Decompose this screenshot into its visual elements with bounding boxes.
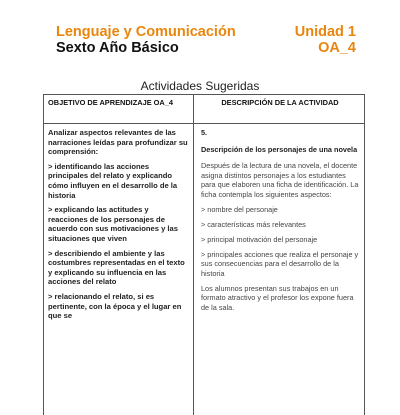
objective-cell [48,128,190,326]
grade-title: Sexto Año Básico [56,40,179,56]
section-title: Actividades Sugeridas [140,79,260,93]
header-divider [44,123,365,124]
activity-cell [201,128,361,318]
activity-item: > características más relevantes [201,219,306,229]
objective-item: > relacionando el relato, si es pertinente, con la época y el lugar en que se [48,291,182,321]
activity-number: 5. [201,128,208,137]
activity-title: Descripción de los personajes de una novela [201,144,358,154]
activity-closing: Los alumnos presentan sus trabajos en un formato atractivo y el profesor los expone fuera de la sala. [201,283,354,312]
objective-item: > identificando las acciones principales del relato y explicando cómo influyen en el desarrollo de la historia [48,161,178,200]
activity-intro: Después de la lectura de una novela, el docente asigna distintos personajes a los estudiantes para que elaboren una ficha de identificación. La ficha contempla los siguientes aspectos: [201,161,359,199]
subject-title: Lenguaje y Comunicación [56,24,236,40]
objective-item: > describiendo el ambiente y las costumbres representadas en el texto y explicando su influencia en las acciones del relato [48,248,185,287]
activities-table [43,94,365,415]
objective-intro: Analizar aspectos relevantes de las narraciones leídas para profundizar su comprensión: [48,128,188,157]
unit-header [295,24,356,56]
unit-label: Unidad 1 [294,24,356,40]
objective-column-header: OBJETIVO DE APRENDIZAJE OA_4 [48,98,173,107]
activity-item: > principales acciones que realiza el personaje y sus consecuencias para el desarrollo de la historia [201,249,359,278]
column-divider [193,95,194,415]
activity-item: > nombre del personaje [201,204,278,214]
oa-label: OA_4 [318,40,356,56]
document-header [56,24,236,56]
activity-item: > principal motivación del personaje [201,234,318,244]
description-column-header: DESCRIPCIÓN DE LA ACTIVIDAD [221,98,339,107]
table-right-border [364,95,365,415]
objective-item: > explicando las actitudes y reacciones de los personajes de acuerdo con sus motivaciones y las situaciones que viven [48,205,178,243]
